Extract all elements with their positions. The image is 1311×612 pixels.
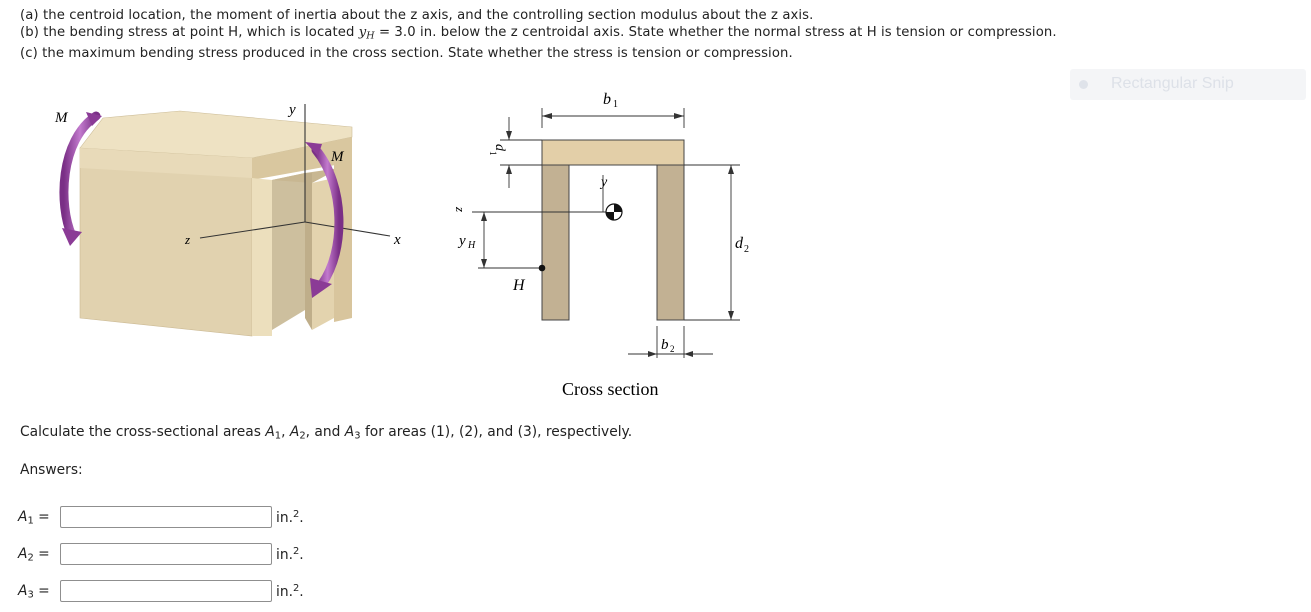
svg-text:2: 2 (670, 344, 675, 354)
d2-label: d (735, 235, 743, 252)
question-part-a: (a) the centroid location, the moment of inertia about the z axis, and the controlling section modulus about the z axis. (20, 8, 814, 23)
x-axis-label: x (394, 232, 401, 248)
b1-label: b (603, 91, 611, 108)
z-label-section: z (453, 207, 468, 213)
moment-label-left: M (55, 110, 68, 126)
b2-label: b (661, 337, 669, 353)
A1-input[interactable] (60, 506, 272, 528)
flange-area-1 (542, 140, 684, 165)
d1-label: d (492, 144, 507, 151)
A2-label: $A_2$ = (18, 546, 50, 564)
svg-text:1: 1 (488, 151, 498, 156)
cross-section (453, 91, 749, 399)
svg-text:2: 2 (744, 244, 749, 255)
svg-text:1: 1 (613, 99, 618, 110)
A1-unit: in.$^2$. (276, 509, 304, 526)
web-area-2 (542, 165, 569, 320)
z-axis-label: z (185, 232, 191, 247)
question-part-c: (c) the maximum bending stress produced in the cross section. State whether the stress is tension or compression. (20, 46, 793, 61)
yH-label: y (459, 233, 466, 249)
question-part-b: (b) the bending stress at point H, which is located $y_H = 3.0$ in. below the z centroidal axis. State whether the normal stress at H is tension or compression. (20, 25, 1057, 42)
snip-label: Rectangular Snip (1111, 75, 1234, 92)
A2-input[interactable] (60, 543, 272, 565)
beam-3d (54, 102, 401, 336)
svg-text:H: H (468, 240, 476, 251)
y-label-section: y (601, 175, 608, 190)
web-area-3 (657, 165, 684, 320)
answers-label: Answers: (20, 462, 83, 478)
A1-label: $A_1$ = (18, 509, 50, 527)
H-label: H (513, 277, 525, 294)
moment-label-right: M (331, 149, 344, 165)
point-H-marker (539, 265, 546, 272)
figure-caption: Cross section (562, 379, 659, 399)
A3-unit: in.$^2$. (276, 583, 304, 600)
A3-label: $A_3$ = (18, 583, 50, 601)
A2-unit: in.$^2$. (276, 546, 304, 563)
y-axis-label: y (289, 102, 296, 118)
A3-input[interactable] (60, 580, 272, 602)
area-prompt: Calculate the cross-sectional areas $A_1$, $A_2$, and $A_3$ for areas (1), (2), and (3), respectively. (20, 424, 633, 442)
